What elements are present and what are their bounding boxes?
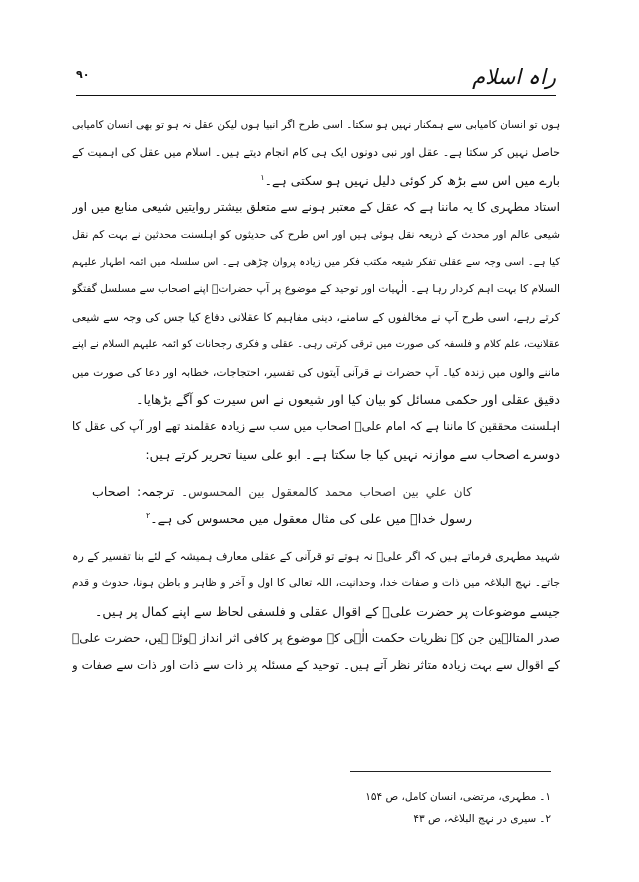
- footnote-marker: ۱۔: [539, 791, 551, 803]
- text-line: کے اقوال سے بہت زیادہ متاثر نظر آتے ہیں۔ توحید کے مسئلہ پر ذات سے ذات اور ذات سے صفات و: [72, 658, 560, 673]
- translation-label: ترجمہ:: [136, 484, 175, 500]
- text-line: دوسرے اصحاب سے موازنہ نہیں کیا جا سکتا ہے۔ ابو علی سینا تحریر کرتے ہیں:: [145, 446, 560, 462]
- paragraph-3: [72, 413, 560, 468]
- paragraph-1: [72, 112, 560, 194]
- text-line: عقلانیت، علم کلام و فلسفہ کی صورت میں ترقی کرتی رہی۔ عقلی و فکری رجحانات کو ائمہ علیہم السلام نے اپنے: [72, 339, 560, 351]
- translation-second: رسول خداؐ میں علی کی مثال معقول میں محسوس کی ہے۔: [150, 511, 472, 527]
- text-line: جیسے موضوعات پر حضرت علیؑ کے اقوال عقلی و فلسفی لحاظ سے اپنے کمال پر ہیں۔: [94, 603, 560, 619]
- footnote-marker: ۲۔: [539, 813, 551, 825]
- footnotes: [365, 786, 551, 830]
- text-line: السلام کا بہت اہم کردار رہا ہے۔ الٰہیات اور توحید کے موضوع پر آپ حضراتؑ اپنے اصحاب سے مسلسل گفتگو: [72, 283, 560, 296]
- paragraph-2: [72, 194, 560, 413]
- text-line: جاتے۔ نہج البلاغہ میں ذات و صفات خدا، وحدانیت، اللہ تعالی کا اول و آخر و ظاہر و باطن ہونا، حدوث و قدم: [72, 577, 560, 590]
- text-line: کیا ہے۔ اسی وجہ سے عقلی تفکر شیعہ مکتب فکر میں زیادہ پروان چڑھی ہے۔ اس سلسلہ میں ائمہ اطہار علیہم: [72, 256, 560, 268]
- text-line: حاصل نہیں کر سکتا ہے۔ عقل اور نبی دونوں ایک ہی کام انجام دیتے ہیں۔ اسلام میں عقل کی اہمیت کے: [72, 146, 560, 160]
- footnote-ref-2[interactable]: ۲: [145, 511, 151, 521]
- text-line: صدر المتالہین جن کے نظریات حکمت الٰہی کے موضوع پر کافی اثر انداز ہوئے ہیں، حضرت علیؑ: [72, 631, 560, 646]
- page-header: [76, 62, 556, 94]
- page-number: ۹۰: [76, 68, 90, 81]
- footnote-text: سیری در نہج البلاغہ، ص ۴۳: [413, 813, 537, 825]
- quote-second-line: [72, 505, 560, 532]
- paragraph-5: [72, 625, 560, 680]
- paragraph-4: [72, 543, 560, 625]
- footnote-ref-1[interactable]: ۱: [260, 172, 265, 182]
- text-line: ماننے والوں میں زندہ کیا۔ آپ حضرات نے قرآنی آیتوں کی تفسیر، احتجاجات، خطابہ اور دعا کی صورت میں: [72, 365, 560, 379]
- text-line-with-ref: [72, 167, 560, 194]
- text-line: بارے میں اس سے بڑھ کر کوئی دلیل نہیں ہو سکتی ہے۔: [264, 172, 560, 188]
- text-line: شہید مطہری فرماتے ہیں کہ اگر علیؑ نہ ہوتے تو قرآنی کے عقلی معارف ہمیشہ کے لئے بنا تفسیر کے رہ: [72, 549, 560, 563]
- quote-first-line: [72, 478, 560, 505]
- header-rule: [76, 95, 556, 96]
- text-line: شیعی عالم اور محدث کے ذریعہ نقل ہوئی ہیں اور اس طرح کی حدیثوں کو اہلسنت محدثین نے بہت کم نقل: [72, 228, 560, 241]
- text-line: اہلسنت محققین کا ماننا ہے کہ امام علیؑ اصحاب میں سب سے زیادہ عقلمند تھے اور آپ کی عقل کا: [72, 419, 560, 434]
- footnote-text: مطہری، مرتضی، انسان کامل، ص ۱۵۴: [365, 791, 537, 803]
- spacer: [72, 533, 560, 543]
- text-line: دقیق عقلی اور حکمی مسائل کو بیان کیا اور شیعوں نے اس سیرت کو آگے بڑھایا۔: [136, 391, 560, 407]
- arabic-quote: كان علي بين اصحاب محمد كالمعقول بين المحسوس۔: [181, 485, 472, 500]
- footnote-2: [365, 808, 551, 830]
- text-line: استاد مطہری کا یہ ماننا ہے کہ عقل کے معتبر ہونے سے متعلق بیشتر روایتیں شیعی منابع میں اور: [72, 200, 560, 215]
- spacer: [72, 468, 560, 478]
- running-title: راہ اسلام: [472, 65, 556, 89]
- text-line: کرتے رہے، اسی طرح آپ نے مخالفوں کے سامنے، دینی مفاہیم کا عقلانی دفاع کیا جس کی وجہ سے شیعی: [72, 310, 560, 324]
- translation-first: اصحاب: [92, 484, 131, 500]
- body-text: [72, 112, 560, 680]
- text-line: ہوں تو انسان کامیابی سے ہمکنار نہیں ہو سکتا۔ اسی طرح اگر انبیا ہوں لیکن عقل نہ ہو تو بھی انسان کامیابی: [72, 119, 560, 131]
- footnote-rule: [350, 771, 551, 772]
- footnote-1: [365, 786, 551, 808]
- block-quote: [72, 478, 560, 533]
